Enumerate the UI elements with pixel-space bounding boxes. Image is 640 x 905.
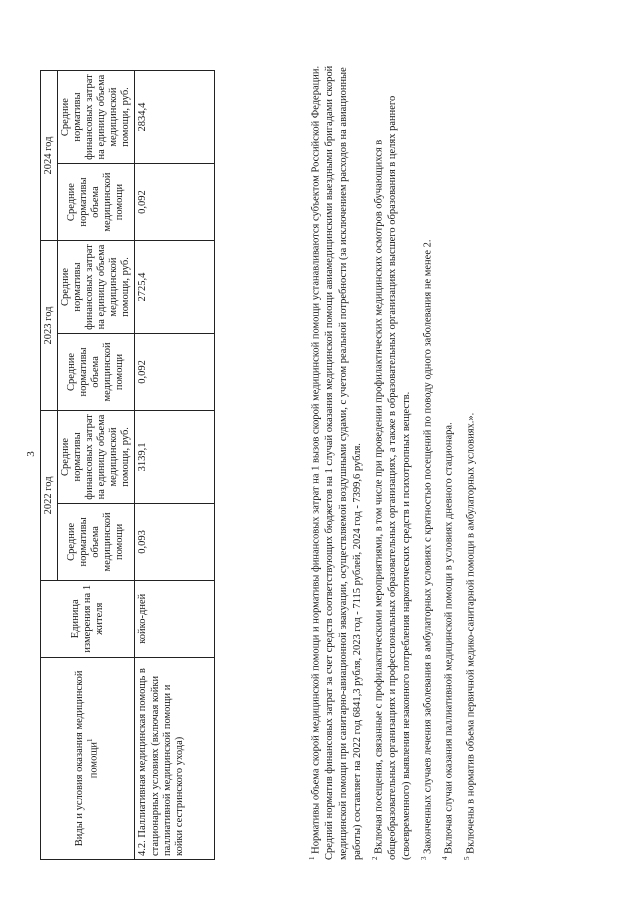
- standards-table: [40, 70, 215, 860]
- header-cost-2024: Средние нормативы финансовых затрат на единицу объема медицинской помощи, руб.: [58, 71, 135, 164]
- footnote: $^3$ Законченных случаев лечения заболевания в амбулаторных условиях с кратностью посещений по поводу одного заболевания не менее 2.: [420, 239, 434, 860]
- footnote: $^4$ Включая случаи оказания паллиативной медицинской помощи в условиях дневного стационара.: [441, 422, 455, 860]
- header-volume-2024: Средние нормативы объема медицинской помощи: [58, 164, 135, 241]
- header-year-2024: 2024 год: [41, 71, 58, 241]
- cell-cost-2023: 2725,4: [135, 240, 215, 333]
- footnote: $^1$ Нормативы объема скорой медицинской помощи и нормативы финансовых затрат на 1 вызов скорой медицинской помощи устанавливаются субъектом Российской Федерации. Средний норматив финансовых затрат за счет средств соответствующих бюджетов на 1 случай оказания медицинской помощи авиамедицинскими выездными бригадами скорой медицинской помощи при санитарно-авиационной эвакуации, осуществляемой воздушными судами, с учетом реальной потребности (за исключением расходов на авиационные работы) составляет на 2022 год 6841,3 рубля, 2023 год - 7115 рублей, 2024 год - 7399,6 рубля.: [308, 65, 364, 860]
- row-unit: койко-дней: [135, 580, 215, 657]
- cell-volume-2022: 0,093: [135, 503, 215, 580]
- rotated-page-content: [40, 40, 615, 880]
- page-number: 3: [24, 451, 37, 457]
- header-year-2023: 2023 год: [41, 240, 58, 410]
- footnote: $^2$ Включая посещения, связанные с профилактическими мероприятиями, в том числе при проведении профилактических медицинских осмотров обучающихся в общеобразовательных организациях и профессиональных образовательных организациях, а также в образовательных организациях высшего образования в целях раннего (своевременного) выявления незаконного потребления наркотических средств и психотропных веществ.: [370, 95, 413, 860]
- header-row-years: [41, 71, 58, 860]
- header-volume-2022: Средние нормативы объема медицинской помощи: [58, 503, 135, 580]
- header-cost-2022: Средние нормативы финансовых затрат на единицу объема медицинской помощи, руб.: [58, 410, 135, 503]
- header-cost-2023: Средние нормативы финансовых затрат на единицу объема медицинской помощи, руб.: [58, 240, 135, 333]
- cell-cost-2022: 3139,1: [135, 410, 215, 503]
- header-volume-2023: Средние нормативы объема медицинской помощи: [58, 334, 135, 411]
- header-kind: Виды и условия оказания медицинской помощи$^1$: [41, 657, 135, 859]
- cell-volume-2023: 0,092: [135, 334, 215, 411]
- cell-volume-2024: 0,092: [135, 164, 215, 241]
- cell-cost-2024: 2834,4: [135, 71, 215, 164]
- footnote: $^5$ Включены в норматив объема первичной медико-санитарной помощи в амбулаторных условиях.».: [462, 412, 477, 860]
- row-kind: 4.2. Паллиативная медицинская помощь в стационарных условиях (включая койки паллиативной медицинской помощи и койки сестринского ухода): [135, 657, 215, 859]
- header-year-2022: 2022 год: [41, 410, 58, 580]
- footnotes: [308, 60, 484, 860]
- header-unit: Единица измерения на 1 жителя: [41, 580, 135, 657]
- table-row: [135, 71, 215, 860]
